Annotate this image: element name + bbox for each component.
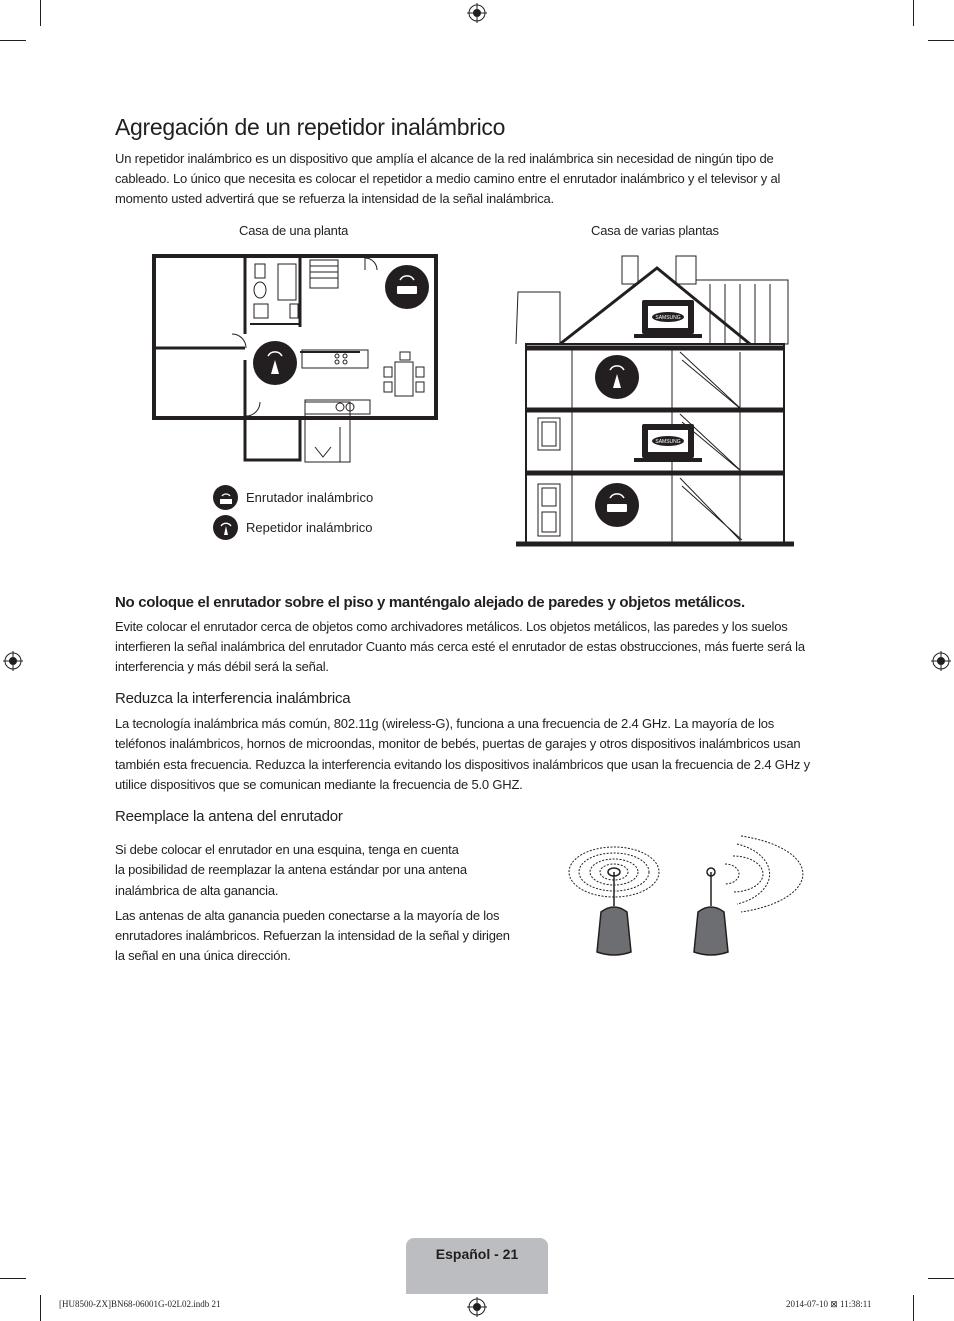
body-line: interferencia y más débil será la señal. <box>115 659 329 674</box>
crop-mark <box>0 40 26 41</box>
router-marker <box>595 483 639 527</box>
body-line: Si debe colocar el enrutador en una esquina, tenga en cuenta <box>115 842 459 857</box>
body-line: también esta frecuencia. Reduzca la interferencia evitando los dispositivos inalámbricos que usan la frecuencia de 2.4 GHz y <box>115 757 810 772</box>
wireless-router-icon <box>213 485 238 510</box>
page-number: Español - 21 <box>435 1246 519 1262</box>
registration-mark-icon <box>467 3 487 23</box>
caption-multi-floor: Casa de varias plantas <box>591 223 719 238</box>
repeater-marker <box>595 355 639 399</box>
antenna-comparison-illustration <box>565 834 837 958</box>
repeater-marker <box>253 341 297 385</box>
registration-mark-icon <box>467 1297 487 1317</box>
print-slug-left: [HU8500-ZX]BN68-06001G-02L02.indb 21 <box>59 1299 221 1309</box>
body-line: utilice dispositivos que se comunican mediante la frecuencia de 5.0 GHZ. <box>115 777 523 792</box>
tv-brand-label: SAMSUNG <box>655 439 681 445</box>
router-marker <box>385 265 429 309</box>
crop-mark <box>913 1295 914 1321</box>
floor-plan-illustration <box>150 252 442 466</box>
crop-mark <box>40 0 41 26</box>
legend-repeater <box>213 515 372 540</box>
crop-mark <box>928 40 954 41</box>
tv-brand-label: SAMSUNG <box>655 315 681 321</box>
standard-antenna-icon <box>569 847 659 955</box>
intro-line: Un repetidor inalámbrico es un dispositivo que amplía el alcance de la red inalámbrica sin necesidad de ningún tipo de <box>115 151 774 166</box>
body-line: Las antenas de alta ganancia pueden conectarse a la mayoría de los <box>115 908 500 923</box>
tv-marker-upper <box>634 300 702 338</box>
section-heading: Reduzca la interferencia inalámbrica <box>115 690 351 707</box>
legend-repeater-label: Repetidor inalámbrico <box>246 520 373 535</box>
page-title: Agregación de un repetidor inalámbrico <box>115 114 506 140</box>
crop-mark <box>913 0 914 26</box>
body-line: enrutadores inalámbricos. Refuerzan la intensidad de la señal y dirigen <box>115 928 510 943</box>
body-line: inalámbrica de alta ganancia. <box>115 883 279 898</box>
section-heading: No coloque el enrutador sobre el piso y manténgalo alejado de paredes y objetos metálicos. <box>115 594 745 611</box>
high-gain-antenna-icon <box>694 836 803 955</box>
crop-mark <box>40 1295 41 1321</box>
body-line: Evite colocar el enrutador cerca de objetos como archivadores metálicos. Los objetos metálicos, las paredes y los suelos <box>115 619 788 634</box>
caption-single-floor: Casa de una planta <box>239 223 349 238</box>
body-line: la posibilidad de reemplazar la antena estándar por una antena <box>115 862 467 877</box>
body-line: teléfonos inalámbricos, hornos de microondas, monitor de bebés, puertas de garajes y otros dispositivos inalámbricos usan <box>115 736 801 751</box>
legend-router <box>213 485 373 510</box>
body-line: la señal en una única dirección. <box>115 948 291 963</box>
body-line: La tecnología inalámbrica más común, 802.11g (wireless-G), funciona a una frecuencia de 2.4 GHz. La mayoría de los <box>115 716 775 731</box>
body-line: interfieren la señal inalámbrica del enrutador Cuanto más cerca esté el enrutador de estas obstrucciones, más fuerte será la <box>115 639 805 654</box>
registration-mark-icon <box>931 651 951 671</box>
intro-line: momento usted advertirá que se refuerza la intensidad de la señal inalámbrica. <box>115 191 554 206</box>
registration-mark-icon <box>3 651 23 671</box>
crop-mark <box>928 1278 954 1279</box>
wireless-repeater-icon <box>213 515 238 540</box>
section-heading: Reemplace la antena del enrutador <box>115 808 343 825</box>
crop-mark <box>0 1278 26 1279</box>
intro-line: cableado. Lo único que necesita es colocar el repetidor a medio camino entre el enrutador inalámbrico y el televisor y al <box>115 171 781 186</box>
tv-marker-lower <box>634 424 702 462</box>
multi-floor-house-illustration <box>510 252 800 560</box>
legend-router-label: Enrutador inalámbrico <box>246 490 374 505</box>
print-slug-right: 2014-07-10 ⊠ 11:38:11 <box>786 1299 872 1309</box>
